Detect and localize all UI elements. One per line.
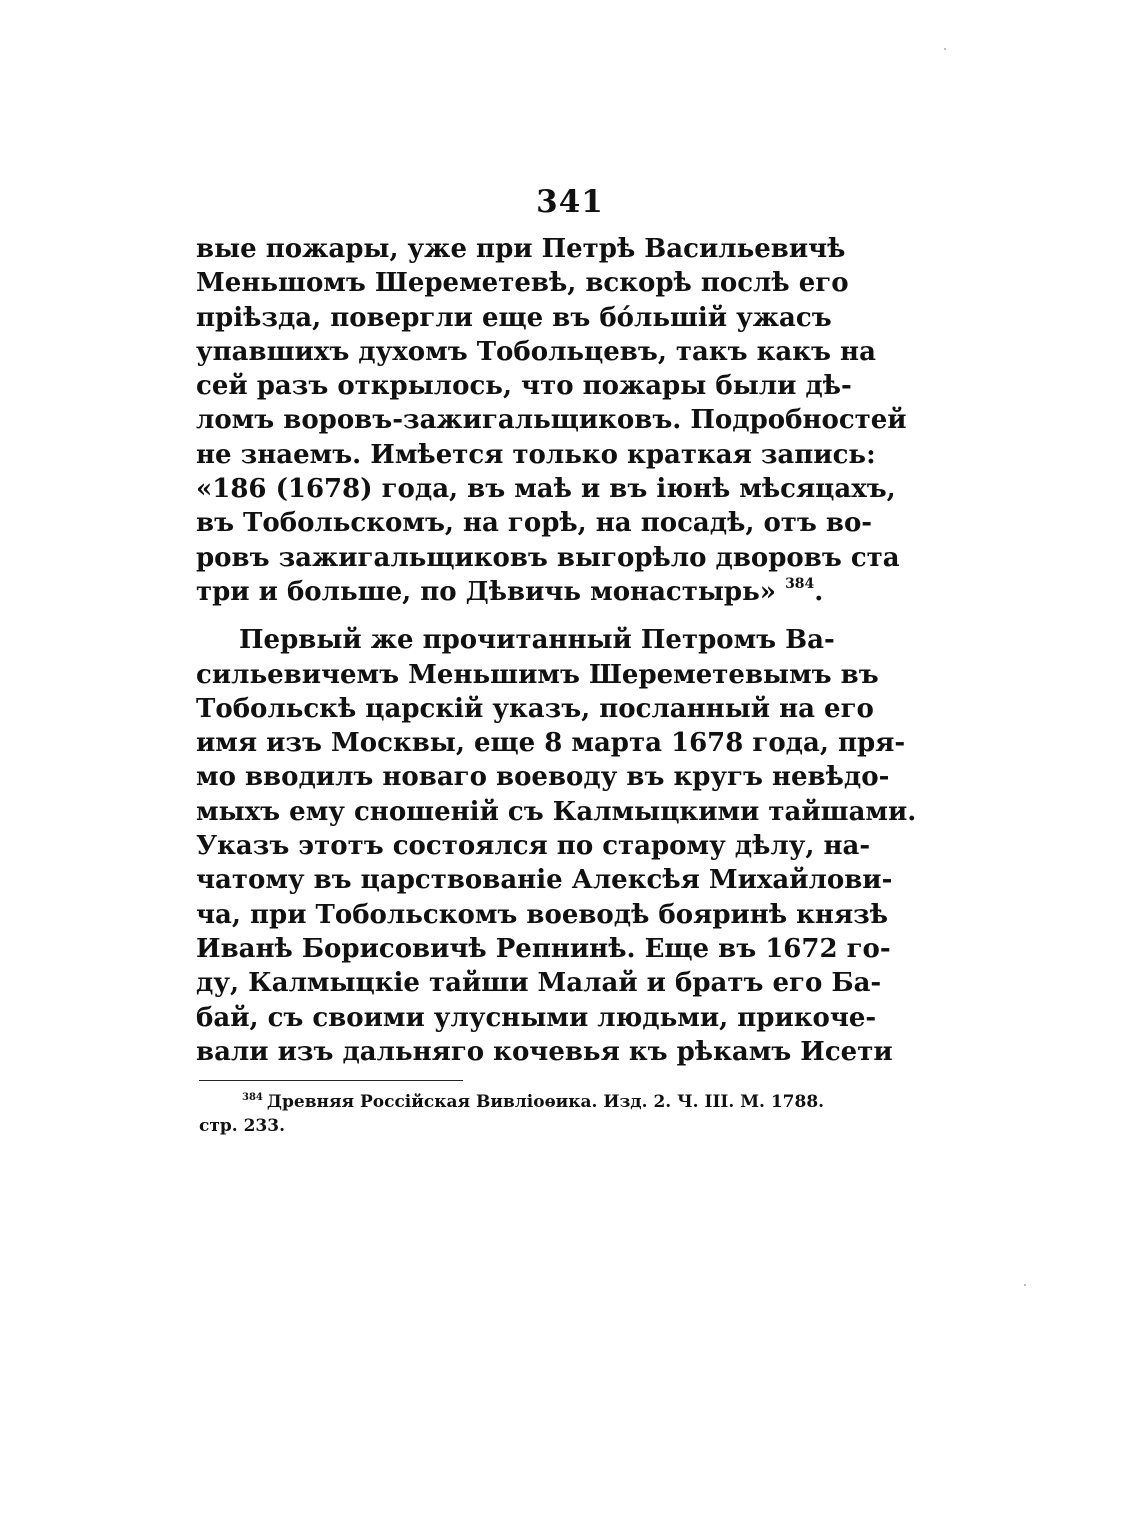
text-line: сей разъ открылось, что пожары были дѣ- bbox=[196, 371, 852, 402]
text-line: «186 (1678) года, въ маѣ и въ iюнѣ мѣсяцахъ, bbox=[196, 474, 896, 505]
end-punctuation: . bbox=[814, 576, 824, 607]
text-line: Первый же прочитанный Петромъ Ва- bbox=[239, 625, 835, 656]
footnote-line: стр. 233. bbox=[199, 1116, 286, 1136]
text-line: въ Тобольскомъ, на горѣ, на посадѣ, отъ во- bbox=[196, 508, 873, 539]
paragraph-1 bbox=[196, 232, 907, 609]
text-line: Иванѣ Борисовичѣ Репнинѣ. Еще въ 1672 го- bbox=[196, 933, 891, 964]
text-line: бай, съ своими улусными людьми, прикоче- bbox=[196, 1002, 877, 1033]
text-line: ровъ зажигальщиковъ выгорѣло дворовъ ста bbox=[196, 542, 900, 573]
text-line: ча, при Тобольскомъ воеводѣ бояринѣ князѣ bbox=[196, 899, 889, 930]
text-line: сильевичемъ Меньшимъ Шереметевымъ въ bbox=[196, 659, 879, 690]
footnote-reference[interactable]: 384 bbox=[785, 575, 815, 592]
paragraph-gap bbox=[196, 609, 774, 623]
main-text bbox=[196, 232, 917, 1069]
footnote-divider bbox=[199, 1080, 463, 1081]
text-line: ломъ воровъ-зажигальщиковъ. Подробностей bbox=[196, 405, 907, 436]
text-line: Тобольскѣ царскiй указъ, посланный на его bbox=[196, 693, 874, 724]
text-line: вали изъ дальняго кочевья къ рѣкамъ Исети bbox=[196, 1036, 893, 1067]
text-line: Меньшомъ Шереметевѣ, вскорѣ послѣ его bbox=[196, 268, 849, 299]
text-line-last bbox=[196, 575, 824, 609]
text-line: прiѣзда, повергли еще въ бóльшiй ужасъ bbox=[196, 302, 832, 333]
footnote-number: 384 bbox=[242, 1092, 263, 1103]
footnote-line bbox=[199, 1090, 825, 1114]
footnote-text: Древняя Россiйская Вивлiоѳика. Изд. 2. Ч. III. М. 1788. bbox=[266, 1092, 825, 1112]
text-line: мыхъ ему сношенiй съ Калмыцкими тайшами. bbox=[196, 796, 917, 827]
text-line: чатому въ царствованiе Алексѣя Михайлови- bbox=[196, 865, 893, 896]
scan-speck bbox=[944, 48, 946, 50]
text-line: ду, Калмыцкiе тайши Малай и братъ его Ба- bbox=[196, 968, 882, 999]
text-line: Указъ этотъ состоялся по старому дѣлу, на- bbox=[196, 831, 871, 862]
page-number: 341 bbox=[536, 184, 604, 220]
scan-speck bbox=[1024, 1284, 1026, 1286]
paragraph-2 bbox=[196, 623, 917, 1069]
text-line: вые пожары, уже при Петрѣ Васильевичѣ bbox=[196, 234, 846, 264]
text-line: имя изъ Москвы, еще 8 марта 1678 года, пря- bbox=[196, 728, 906, 759]
text-line: не знаемъ. Имѣется только краткая запись: bbox=[196, 439, 876, 470]
text-line: мо вводилъ новаго воеводу въ кругъ невѣдо- bbox=[196, 762, 890, 793]
text-line: упавшихъ духомъ Тобольцевъ, такъ какъ на bbox=[196, 336, 876, 367]
text-line-content: три и больше, по Дѣвичь монастырь» bbox=[196, 576, 776, 607]
footnote bbox=[199, 1090, 825, 1138]
